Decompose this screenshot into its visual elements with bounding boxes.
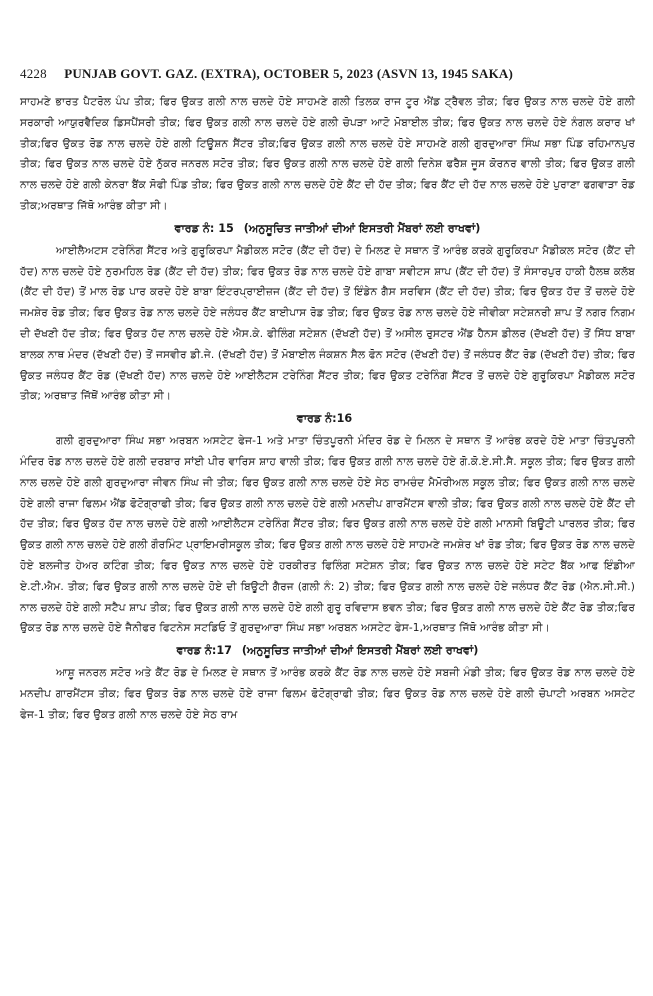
paragraph-continued: ਸਾਹਮਣੇ ਭਾਰਤ ਪੈਟਰੋਲ ਪੰਪ ਤੀਕ; ਫਿਰ ਉਕਤ ਗਲੀ ਨਾਲ ਚਲਦੇ ਹੋਏ ਸਾਹਮਣੇ ਗਲੀ ਤਿਲਕ ਰਾਜ ਟੂਰ ਐਂਡ ਟ੍ਰੈਵਲ ਤੀਕ; ਫਿਰ ਉਕਤ ਨਾਲ ਚਲਦੇ ਹੋਏ ਗਲੀ ਸਰਕਾਰੀ ਆਯੁਰਵੈਦਿਕ ਡਿਸਪੈਂਸਰੀ ਤੀਕ; ਫਿਰ ਉਕਤ ਗਲੀ ਨਾਲ ਚਲਦੇ ਹੋਏ ਗਲੀ ਚੋਪੜਾ ਆਟੋ ਮੋਬਾਈਲ ਤੀਕ; ਫਿਰ ਉਕਤ ਨਾਲ ਚਲਦੇ ਹੋਏ ਨੰਗਲ ਕਰਾਰ ਖਾਂ ਤੀਕ;ਫਿਰ ਉਕਤ ਰੋਡ ਨਾਲ ਚਲਦੇ ਹੋਏ ਗਲੀ ਟਿਊਸ਼ਨ ਸੈਂਟਰ ਤੀਕ;ਫਿਰ ਉਕਤ ਗਲੀ ਨਾਲ ਚਲਦੇ ਹੋਏ ਸਾਹਮਣੇ ਗਲੀ ਗੁਰਦੁਆਰਾ ਸਿੰਘ ਸਭਾ ਪਿੰਡ ਰਹਿਮਾਨਪੁਰ ਤੀਕ; ਫਿਰ ਉਕਤ ਨਾਲ ਚਲਦੇ ਹੋਏ ਨੁੱਕਰ ਜਨਰਲ ਸਟੋਰ ਤੀਕ; ਫਿਰ ਉਕਤ ਗਲੀ ਨਾਲ ਚਲਦੇ ਹੋਏ ਗਲੀ ਦਿਨੇਸ਼ ਫਰੈਸ਼ ਜੂਸ ਕੋਰਨਰ ਵਾਲੀ ਤੀਕ; ਫਿਰ ਉਕਤ ਗਲੀ ਨਾਲ ਚਲਦੇ ਹੋਏ ਗਲੀ ਕੇਨਰਾ ਬੈਂਕ ਸੋਫੀ ਪਿੰਡ ਤੀਕ; ਫਿਰ ਉਕਤ ਗਲੀ ਨਾਲ ਚਲਦੇ ਹੋਏ ਕੈਂਟ ਦੀ ਹੱਦ ਤੀਕ; ਫਿਰ ਕੈਂਟ ਦੀ ਹੱਦ ਨਾਲ ਚਲਦੇ ਹੋਏ ਪੁਰਾਣਾ ਫਗਵਾੜਾ ਰੋਡ ਤੀਕ;ਅਰਥਾਤ ਜਿੱਥੋ ਆਰੰਭ ਕੀਤਾ ਸੀ। bbox=[20, 96, 635, 212]
ward-number: ਵਾਰਡ ਨੰ:17 bbox=[176, 644, 232, 658]
ward-17-heading bbox=[20, 640, 635, 662]
gazette-title: PUNJAB GOVT. GAZ. (EXTRA), OCTOBER 5, 2023 (ASVN 13, 1945 SAKA) bbox=[64, 66, 513, 81]
page-header bbox=[20, 66, 633, 82]
ward-reservation: (ਅਨੁਸੂਚਿਤ ਜਾਤੀਆਂ ਦੀਆਂ ਇਸਤਰੀ ਮੈਂਬਰਾਂ ਲਈ ਰਾਖਵਾਂ) bbox=[243, 221, 481, 235]
ward-16-boundary: ਗਲੀ ਗੁਰਦੁਆਰਾ ਸਿੰਘ ਸਭਾ ਅਰਬਨ ਅਸਟੇਟ ਫੇਜ-1 ਅਤੇ ਮਾਤਾ ਚਿੰਤਪੂਰਨੀ ਮੰਦਿਰ ਰੋਡ ਦੇ ਮਿਲਨ ਦੇ ਸਥਾਨ ਤੋਂ ਆਰੰਭ ਕਰਦੇ ਹੋਏ ਮਾਤਾ ਚਿੰਤਪੂਰਨੀ ਮੰਦਿਰ ਰੋਡ ਨਾਲ ਚਲਦੇ ਹੋਏ ਗਲੀ ਦਰਬਾਰ ਸਾਂਈ ਪੀਰ ਵਾਰਿਸ ਸ਼ਾਹ ਵਾਲੀ ਤੀਕ; ਫਿਰ ਉਕਤ ਗਲੀ ਨਾਲ ਚਲਦੇ ਹੋਏ ਗੋ.ਕੋ.ਏ.ਸੀ.ਸੈ. ਸਕੂਲ ਤੀਕ; ਫਿਰ ਉਕਤ ਗਲੀ ਨਾਲ ਚਲਦੇ ਹੋਏ ਗਲੀ ਗੁਰਦੁਆਰਾ ਜੀਵਨ ਸਿੰਘ ਜੀ ਤੀਕ; ਫਿਰ ਉਕਤ ਗਲੀ ਨਾਲ ਚਲਦੇ ਹੋਏ ਸੇਠ ਰਾਮਚੰਦ ਮੈਮੋਰੀਅਲ ਸਕੂਲ ਤੀਕ; ਫਿਰ ਉਕਤ ਗਲੀ ਨਾਲ ਚਲਦੇ ਹੋਏ ਗਲੀ ਰਾਜਾ ਫਿਲਮ ਐਂਡ ਫੋਟੋਗ੍ਰਾਫੀ ਤੀਕ; ਫਿਰ ਉਕਤ ਗਲੀ ਨਾਲ ਚਲਦੇ ਹੋਏ ਗਲੀ ਮਨਦੀਪ ਗਾਰਮੈਂਟਸ ਵਾਲੀ ਤੀਕ; ਫਿਰ ਉਕਤ ਗਲੀ ਨਾਲ ਚਲਦੇ ਹੋਏ ਕੈਂਟ ਦੀ ਹੱਦ ਤੀਕ; ਫਿਰ ਉਕਤ ਹੱਦ ਨਾਲ ਚਲਦੇ ਹੋਏ ਗਲੀ ਆਈਲੈਟਸ ਟਰੇਨਿੰਗ ਸੈਂਟਰ ਤੀਕ; ਫਿਰ ਉਕਤ ਗਲੀ ਨਾਲ ਚਲਦੇ ਹੋਏ ਗਲੀ ਮਾਨਸੀ ਬਿਊਟੀ ਪਾਰਲਰ ਤੀਕ; ਫਿਰ ਉਕਤ ਗਲੀ ਨਾਲ ਚਲਦੇ ਹੋਏ ਗਲੀ ਗੌਰਮਿੰਟ ਪ੍ਰਾਇਮਰੀਸਕੂਲ ਤੀਕ; ਫਿਰ ਉਕਤ ਗਲੀ ਨਾਲ ਚਲਦੇ ਹੋਏ ਸਾਹਮਣੇ ਜਮਸ਼ੇਰ ਖਾਂ ਰੋਡ ਤੀਕ; ਫਿਰ ਉਕਤ ਰੋਡ ਨਾਲ ਚਲਦੇ ਹੋਏ ਬਲਜੀਤ ਹੇਅਰ ਕਟਿੰਗ ਤੀਕ; ਫਿਰ ਉਕਤ ਨਾਲ ਚਲਦੇ ਹੋਏ ਹਰਕੀਰਤ ਫਿਲਿੰਗ ਸਟੇਸ਼ਨ ਤੀਕ; ਫਿਰ ਉਕਤ ਨਾਲ ਚਲਦੇ ਹੋਏ ਸਟੇਟ ਬੈਂਕ ਆਫ ਇੰਡੀਆ ਏ.ਟੀ.ਐਮ. ਤੀਕ; ਫਿਰ ਉਕਤ ਗਲੀ ਨਾਲ ਚਲਦੇ ਹੋਏ ਦੀ ਬਿਊਟੀ ਗੈਰਜ (ਗਲੀ ਨੰ: 2) ਤੀਕ; ਫਿਰ ਉਕਤ ਗਲੀ ਨਾਲ ਚਲਦੇ ਹੋਏ ਜਲੰਧਰ ਕੈਂਟ ਰੋਡ (ਐਨ.ਸੀ.ਸੀ.) ਨਾਲ ਚਲਦੇ ਹੋਏ ਗਲੀ ਸਟੈਪ ਸ਼ਾਪ ਤੀਕ; ਫਿਰ ਉਕਤ ਗਲੀ ਨਾਲ ਚਲਦੇ ਹੋਏ ਗਲੀ ਗੁਰੂ ਰਵਿਦਾਸ ਭਵਨ ਤੀਕ; ਫਿਰ ਉਕਤ ਗਲੀ ਨਾਲ ਚਲਦੇ ਹੋਏ ਕੈਂਟ ਰੋਡ ਤੀਕ;ਫਿਰ ਉਕਤ ਰੋਡ ਨਾਲ ਚਲਦੇ ਹੋਏ ਜੈਨੀਫਰ ਫਿਟਨੇਸ ਸਟਡਿਓ ਤੋਂ ਗੁਰਦੁਆਰਾ ਸਿੰਘ ਸਭਾ ਅਰਬਨ ਅਸਟੇਟ ਫੇਸ-1,ਅਰਥਾਤ ਜਿੱਥੋ ਆਰੰਭ ਕੀਤਾ ਸੀ। bbox=[20, 435, 635, 635]
document-body bbox=[20, 92, 635, 726]
ward-15-boundary: ਆਈਲੈਅਟਸ ਟਰੇਨਿੰਗ ਸੈਂਟਰ ਅਤੇ ਗੁਰੂਕਿਰਪਾ ਮੈਡੀਕਲ ਸਟੋਰ (ਕੈਂਟ ਦੀ ਹੱਦ) ਦੇ ਮਿਲਣ ਦੇ ਸਥਾਨ ਤੋਂ ਆਰੰਭ ਕਰਕੇ ਗੁਰੂਕਿਰਪਾ ਮੈਡੀਕਲ ਸਟੋਰ (ਕੈਂਟ ਦੀ ਹੱਦ) ਨਾਲ ਚਲਦੇ ਹੋਏ ਨੁਰਮਹਿਲ ਰੋਡ (ਕੈਂਟ ਦੀ ਹੱਦ) ਤੀਕ; ਫਿਰ ਉਕਤ ਰੋਡ ਨਾਲ ਚਲਦੇ ਹੋਏ ਗਾਬਾ ਸਵੀਟਸ ਸ਼ਾਪ (ਕੈਂਟ ਦੀ ਹੱਦ) ਤੋਂ ਸੰਸਾਰਪੁਰ ਹਾਕੀ ਹੈਲਥ ਕਲੱਬ (ਕੈਂਟ ਦੀ ਹੱਦ) ਤੋਂ ਮਾਲ ਰੋਡ ਪਾਰ ਕਰਦੇ ਹੋਏ ਬਾਬਾ ਇੰਟਰਪ੍ਰਾਈਜ਼ਜ (ਕੈਂਟ ਦੀ ਹੱਦ) ਤੋਂ ਇੰਡੇਨ ਗੈਸ ਸਰਵਿਸ (ਕੈਂਟ ਦੀ ਹੱਦ) ਤੀਕ; ਫਿਰ ਉਕਤ ਹੱਦ ਤੋਂ ਚਲਦੇ ਹੋਏ ਜਮਸ਼ੇਰ ਰੋਡ ਤੀਕ; ਫਿਰ ਉਕਤ ਰੋਡ ਨਾਲ ਚਲਦੇ ਹੋਏ ਜਲੰਧਰ ਕੈਂਟ ਬਾਈਪਾਸ ਰੋਡ ਤੀਕ; ਫਿਰ ਉਕਤ ਰੋਡ ਨਾਲ ਚਲਦੇ ਹੋਏ ਜੀਵੀਕਾ ਸਟੇਸ਼ਨਰੀ ਸ਼ਾਪ ਤੋਂ ਨਗਰ ਨਿਗਮ ਦੀ ਦੱਖਣੀ ਹੱਦ ਤੀਕ; ਫਿਰ ਉਕਤ ਹੱਦ ਨਾਲ ਚਲਦੇ ਹੋਏ ਐਸ.ਕੇ. ਫੀਲਿੰਗ ਸਟੇਸ਼ਨ (ਦੱਖਣੀ ਹੱਦ) ਤੋਂ ਅਸੀਲ ਰੁਸਟਰ ਐਂਡ ਹੈਨਸ ਡੀਲਰ (ਦੱਖਣੀ ਹੱਦ) ਤੋਂ ਸਿੱਧ ਬਾਬਾ ਬਾਲਕ ਨਾਥ ਮੰਦਰ (ਦੱਖਣੀ ਹੱਦ) ਤੋਂ ਜਸਵੀਰ ਡੀ.ਜੇ. (ਦੱਖਣੀ ਹੱਦ) ਤੋਂ ਮੋਬਾਈਲ ਜੰਕਸ਼ਨ ਸੈਲ ਫੋਨ ਸਟੋਰ (ਦੱਖਣੀ ਹੱਦ) ਤੋਂ ਜਲੰਧਰ ਕੈਂਟ ਰੋਡ (ਦੱਖਣੀ ਹੱਦ) ਤੀਕ; ਫਿਰ ਉਕਤ ਜਲੰਧਰ ਕੈਂਟ ਰੋਡ (ਦੱਖਣੀ ਹੱਦ) ਨਾਲ ਚਲਦੇ ਹੋਏ ਆਈਲੈਟਸ ਟਰੇਨਿੰਗ ਸੈਂਟਰ ਤੀਕ; ਫਿਰ ਉਕਤ ਟਰੇਨਿੰਗ ਸੈਂਟਰ ਤੋਂ ਚਲਦੇ ਹੋਏ ਗੁਰੂਕਿਰਪਾ ਮੈਡੀਕਲ ਸਟੋਰ ਤੀਕ; ਅਰਥਾਤ ਜਿੱਥੋਂ ਆਰੰਭ ਕੀਤਾ ਸੀ। bbox=[20, 244, 635, 403]
ward-15-heading bbox=[20, 218, 635, 240]
ward-reservation: (ਅਨੁਸੂਚਿਤ ਜਾਤੀਆਂ ਦੀਆਂ ਇਸਤਰੀ ਮੈਂਬਰਾਂ ਲਈ ਰਾਖਵਾਂ) bbox=[241, 644, 479, 658]
ward-number: ਵਾਰਡ ਨੰ: 15 bbox=[174, 221, 234, 235]
ward-17-boundary: ਆਸ਼ੂ ਜਨਰਲ ਸਟੋਰ ਅਤੇ ਕੈਂਟ ਰੋਡ ਦੇ ਮਿਲਣ ਦੇ ਸਥਾਨ ਤੋਂ ਆਰੰਭ ਕਰਕੇ ਕੈਂਟ ਰੋਡ ਨਾਲ ਚਲਦੇ ਹੋਏ ਸਬਜੀ ਮੰਡੀ ਤੀਕ; ਫਿਰ ਉਕਤ ਰੋਡ ਨਾਲ ਚਲਦੇ ਹੋਏ ਮਨਦੀਪ ਗਾਰਮੈਂਟਸ ਤੀਕ; ਫਿਰ ਉਕਤ ਰੋਡ ਨਾਲ ਚਲਦੇ ਹੋਏ ਰਾਜਾ ਫਿਲਮ ਫੋਟੋਗ੍ਰਾਫੀ ਤੀਕ; ਫਿਰ ਉਕਤ ਰੋਡ ਨਾਲ ਚਲਦੇ ਹੋਏ ਗਲੀ ਚੋਪਾਟੀ ਅਰਬਨ ਅਸਟੇਟ ਫੇਜ-1 ਤੀਕ; ਫਿਰ ਉਕਤ ਗਲੀ ਨਾਲ ਚਲਦੇ ਹੋਏ ਸੇਠ ਰਾਮ bbox=[20, 667, 635, 721]
ward-number: ਵਾਰਡ ਨੰ:16 bbox=[296, 412, 353, 426]
page-number: 4228 bbox=[20, 66, 47, 81]
ward-16-heading bbox=[20, 408, 635, 430]
